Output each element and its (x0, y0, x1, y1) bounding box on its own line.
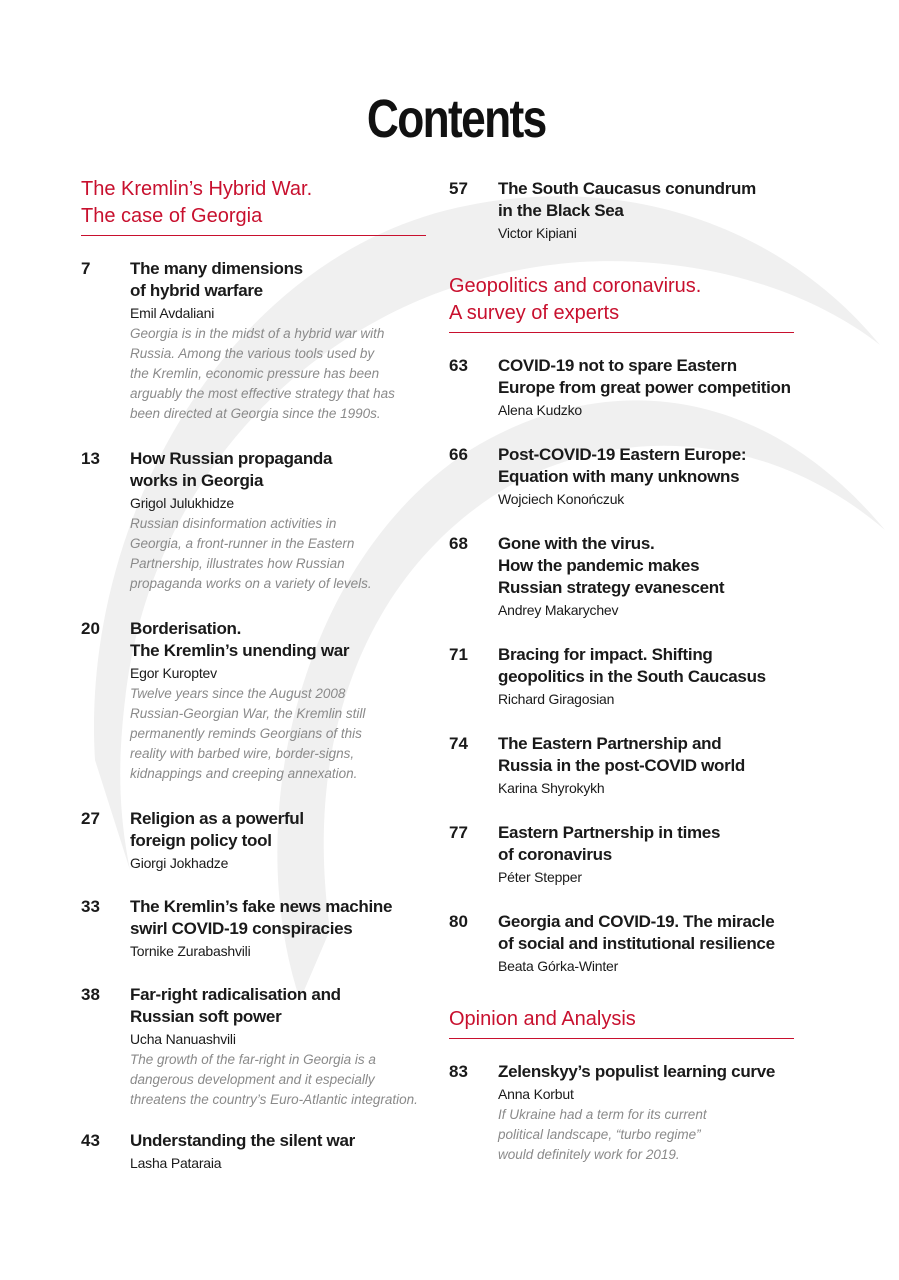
entry-author: Péter Stepper (498, 869, 582, 885)
toc-entry[interactable] (449, 644, 794, 710)
description-line: reality with barbed wire, border-signs, (130, 746, 355, 761)
entry-author: Beata Górka-Winter (498, 958, 619, 974)
entry-title-line: Zelenskyy’s populist learning curve (498, 1062, 776, 1081)
page-number: 43 (81, 1131, 100, 1150)
page-number: 7 (81, 259, 91, 278)
page-number: 77 (449, 823, 468, 842)
page-number: 71 (449, 645, 468, 664)
description-line: permanently reminds Georgians of this (130, 726, 362, 741)
entry-title-line: How Russian propaganda (130, 449, 333, 468)
entry-title[interactable] (498, 911, 794, 955)
description-line: Georgia is in the midst of a hybrid war with (130, 326, 385, 341)
toc-entry[interactable] (449, 822, 794, 888)
entry-author: Emil Avdaliani (130, 305, 215, 321)
entry-title-line: Understanding the silent war (130, 1131, 355, 1150)
entry-title-line: Religion as a powerful (130, 809, 304, 828)
description-line: kidnappings and creeping annexation. (130, 766, 358, 781)
toc-entry[interactable] (81, 984, 426, 1110)
entry-title[interactable] (130, 448, 426, 492)
entry-title[interactable] (498, 733, 794, 777)
entry-title[interactable] (130, 258, 426, 302)
description-line: political landscape, “turbo regime” (498, 1127, 701, 1142)
entry-title-line: Russian soft power (130, 1007, 282, 1026)
entry-title[interactable] (498, 533, 794, 599)
entry-title[interactable] (498, 444, 794, 488)
entry-description (130, 324, 426, 424)
section-heading-hybrid-war (81, 176, 426, 236)
entry-title[interactable] (130, 1130, 426, 1152)
section-heading-geopolitics (449, 273, 794, 333)
entry-title-line: Post-COVID-19 Eastern Europe: (498, 445, 747, 464)
description-line: would definitely work for 2019. (498, 1147, 680, 1162)
page-number: 80 (449, 912, 468, 931)
section-heading-line: The Kremlin’s Hybrid War. (81, 178, 313, 200)
toc-entry[interactable] (449, 444, 794, 510)
page-number: 13 (81, 449, 100, 468)
entry-author: Egor Kuroptev (130, 665, 217, 681)
toc-entry[interactable] (81, 258, 426, 424)
section-heading-line: A survey of experts (449, 302, 620, 324)
toc-entry[interactable] (449, 733, 794, 799)
entry-title-line: COVID-19 not to spare Eastern (498, 356, 737, 375)
section-heading-opinion (449, 1006, 794, 1039)
entry-author: Wojciech Konończuk (498, 491, 625, 507)
entry-title[interactable] (498, 1061, 794, 1083)
section-heading-line: Geopolitics and coronavirus. (449, 275, 702, 297)
entry-title-line: works in Georgia (130, 471, 264, 490)
entry-title-line: The Kremlin’s unending war (130, 641, 350, 660)
entry-title[interactable] (130, 896, 426, 940)
section-heading-line: Opinion and Analysis (449, 1008, 636, 1030)
entry-title[interactable] (130, 984, 426, 1028)
page-number: 66 (449, 445, 468, 464)
entry-author: Grigol Julukhidze (130, 495, 234, 511)
entry-author: Tornike Zurabashvili (130, 943, 251, 959)
entry-title[interactable] (498, 178, 794, 222)
entry-title-line: Russia in the post-COVID world (498, 756, 745, 775)
toc-entry[interactable] (81, 896, 426, 962)
page-number: 57 (449, 179, 468, 198)
description-line: If Ukraine had a term for its current (498, 1107, 707, 1122)
entry-author: Ucha Nanuashvili (130, 1031, 236, 1047)
left-column (81, 176, 426, 1174)
description-line: Russia. Among the various tools used by (130, 346, 375, 361)
entry-author: Alena Kudzko (498, 402, 582, 418)
page-title: Contents (366, 89, 546, 149)
entry-author: Anna Korbut (498, 1086, 574, 1102)
page-number: 38 (81, 985, 100, 1004)
entry-title-line: The many dimensions (130, 259, 303, 278)
entry-title-line: The South Caucasus conundrum (498, 179, 756, 198)
entry-description (130, 514, 426, 594)
page-number: 20 (81, 619, 100, 638)
toc-entry[interactable] (449, 533, 794, 621)
section-heading-line: The case of Georgia (81, 205, 263, 227)
description-line: threatens the country’s Euro-Atlantic integration. (130, 1092, 418, 1107)
description-line: Partnership, illustrates how Russian (130, 556, 345, 571)
entry-title[interactable] (498, 822, 794, 866)
entry-title[interactable] (498, 644, 794, 688)
page-number: 27 (81, 809, 100, 828)
entry-author: Giorgi Jokhadze (130, 855, 229, 871)
description-line: propaganda works on a variety of levels. (130, 576, 372, 591)
description-line: Russian-Georgian War, the Kremlin still (130, 706, 366, 721)
toc-entry[interactable] (449, 911, 794, 977)
entry-author: Lasha Pataraia (130, 1155, 222, 1171)
entry-title-line: of coronavirus (498, 845, 612, 864)
description-line: dangerous development and it especially (130, 1072, 375, 1087)
entry-description (130, 1050, 426, 1110)
page-number: 83 (449, 1062, 468, 1081)
entry-title[interactable] (130, 618, 426, 662)
entry-title-line: Gone with the virus. (498, 534, 655, 553)
entry-title-line: Georgia and COVID-19. The miracle (498, 912, 775, 931)
toc-entry[interactable] (81, 808, 426, 874)
entry-title-line: How the pandemic makes (498, 556, 700, 575)
description-line: Russian disinformation activities in (130, 516, 337, 531)
page-number: 68 (449, 534, 468, 553)
entry-title-line: swirl COVID-19 conspiracies (130, 919, 353, 938)
entry-title-line: Russian strategy evanescent (498, 578, 725, 597)
entry-description (130, 684, 426, 784)
page-number: 33 (81, 897, 100, 916)
entry-title-line: Borderisation. (130, 619, 242, 638)
entry-title-line: Eastern Partnership in times (498, 823, 721, 842)
entry-title-line: Europe from great power competition (498, 378, 791, 397)
entry-author: Karina Shyrokykh (498, 780, 605, 796)
entry-title-line: in the Black Sea (498, 201, 624, 220)
description-line: arguably the most effective strategy that has (130, 386, 395, 401)
toc-entry[interactable] (449, 1061, 794, 1165)
description-line: the Kremlin, economic pressure has been (130, 366, 380, 381)
entry-description (498, 1105, 794, 1165)
entry-title[interactable] (498, 355, 794, 399)
entry-author: Victor Kipiani (498, 225, 577, 241)
entry-title-line: geopolitics in the South Caucasus (498, 667, 766, 686)
toc-entry[interactable] (449, 355, 794, 421)
entry-title-line: The Kremlin’s fake news machine (130, 897, 393, 916)
entry-title-line: The Eastern Partnership and (498, 734, 722, 753)
page-number: 74 (449, 734, 468, 753)
entry-title[interactable] (130, 808, 426, 852)
entry-title-line: of hybrid warfare (130, 281, 263, 300)
toc-entry[interactable] (81, 448, 426, 594)
description-line: been directed at Georgia since the 1990s. (130, 406, 381, 421)
entry-title-line: Far-right radicalisation and (130, 985, 341, 1004)
description-line: Georgia, a front-runner in the Eastern (130, 536, 355, 551)
entry-title-line: of social and institutional resilience (498, 934, 775, 953)
toc-entry[interactable] (449, 178, 794, 244)
entry-title-line: Bracing for impact. Shifting (498, 645, 713, 664)
entry-author: Andrey Makarychev (498, 602, 619, 618)
description-line: Twelve years since the August 2008 (130, 686, 346, 701)
toc-entry[interactable] (81, 618, 426, 784)
description-line: The growth of the far-right in Georgia is a (130, 1052, 376, 1067)
toc-entry[interactable] (81, 1130, 426, 1174)
entry-title-line: Equation with many unknowns (498, 467, 740, 486)
page-number: 63 (449, 356, 468, 375)
entry-author: Richard Giragosian (498, 691, 615, 707)
entry-title-line: foreign policy tool (130, 831, 272, 850)
right-column (449, 178, 794, 1165)
